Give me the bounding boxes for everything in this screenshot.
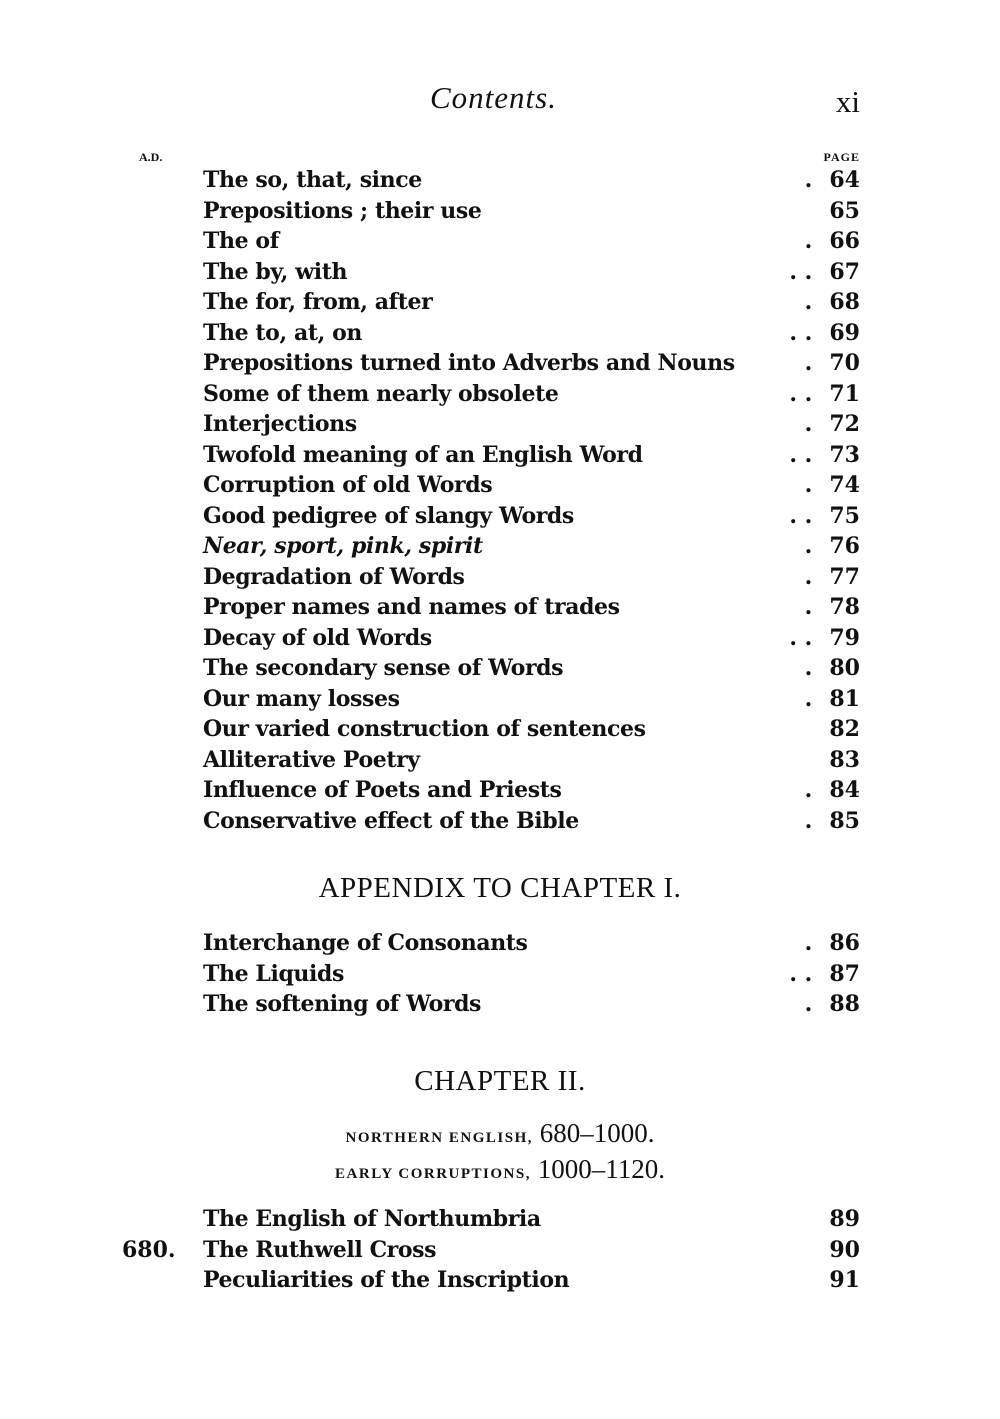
leader-dots: . . — [789, 624, 820, 651]
toc-entry — [0, 1267, 1000, 1298]
toc-entry — [0, 442, 1000, 473]
leader-dots: . — [804, 533, 820, 559]
page-folio: xi — [835, 84, 860, 119]
toc-entry-title: The so, that, since — [203, 167, 422, 193]
leader-dots: . — [804, 594, 820, 620]
toc-entry — [0, 564, 1000, 595]
contents-list — [0, 167, 1000, 838]
toc-entry-page: 83 — [829, 746, 860, 773]
toc-entry-title: Prepositions ; their use — [203, 197, 482, 224]
leader-dots: . . — [789, 960, 820, 987]
toc-entry-title: The of — [203, 228, 279, 254]
leader-dots: . — [804, 991, 820, 1017]
toc-entry — [0, 625, 1000, 656]
toc-entry-page: 64 — [829, 167, 860, 193]
toc-entry — [0, 259, 1000, 290]
column-header-ad: A.D. — [139, 150, 163, 164]
toc-entry-page: 81 — [829, 685, 860, 712]
toc-entry — [0, 320, 1000, 351]
toc-entry-page: 80 — [829, 655, 860, 681]
toc-entry-title: Near, sport, pink, spirit — [203, 533, 483, 559]
toc-entry-page: 90 — [829, 1236, 860, 1263]
toc-entry-page: 70 — [829, 350, 860, 376]
toc-entry — [0, 503, 1000, 534]
subheading-years: 680–1000. — [539, 1118, 655, 1148]
toc-entry-page: 78 — [829, 594, 860, 620]
leader-dots: . — [804, 807, 820, 834]
toc-entry — [0, 930, 1000, 961]
toc-entry — [0, 655, 1000, 686]
leader-dots: . . — [789, 380, 820, 407]
toc-entry — [0, 808, 1000, 839]
toc-entry — [0, 472, 1000, 503]
toc-entry-title: Interjections — [203, 411, 357, 437]
leader-dots: . . — [789, 258, 820, 285]
appendix-heading: APPENDIX TO CHAPTER I. — [318, 872, 682, 904]
leader-dots: . — [804, 685, 820, 712]
toc-entry-title: The Ruthwell Cross — [203, 1236, 437, 1263]
toc-entry — [0, 991, 1000, 1022]
toc-entry-title: Alliterative Poetry — [203, 746, 420, 773]
toc-entry-page: 73 — [829, 441, 860, 468]
toc-entry-title: Corruption of old Words — [203, 472, 493, 498]
subheading-label: EARLY CORRUPTIONS, — [335, 1166, 531, 1182]
chapter-subheading — [0, 1118, 1000, 1149]
leader-dots: . — [804, 228, 820, 254]
toc-entry-title: Interchange of Consonants — [203, 930, 528, 956]
toc-entry-title: Decay of old Words — [203, 624, 432, 651]
column-header-page: PAGE — [823, 150, 860, 164]
toc-entry-title: The to, at, on — [203, 319, 362, 346]
toc-entry-page: 67 — [829, 258, 860, 285]
toc-entry — [0, 381, 1000, 412]
toc-entry-year: 680. — [122, 1236, 176, 1263]
leader-dots: . — [804, 930, 820, 956]
leader-dots: . — [804, 350, 820, 376]
subheading-years: 1000–1120. — [537, 1154, 665, 1184]
toc-entry-title: Twofold meaning of an English Word — [203, 441, 643, 468]
toc-entry — [0, 747, 1000, 778]
toc-entry-page: 88 — [829, 991, 860, 1017]
toc-entry-page: 74 — [829, 472, 860, 498]
toc-entry-title: Peculiarities of the Inscription — [203, 1267, 570, 1293]
toc-entry-page: 89 — [829, 1206, 860, 1232]
toc-entry-page: 85 — [829, 807, 860, 834]
toc-entry-title: The for, from, after — [203, 289, 433, 315]
toc-entry-title: Prepositions turned into Adverbs and Nouns — [203, 350, 735, 376]
toc-entry — [0, 350, 1000, 381]
toc-entry — [0, 1206, 1000, 1237]
toc-entry-title: Good pedigree of slangy Words — [203, 502, 574, 529]
toc-entry-title: The Liquids — [203, 960, 344, 987]
toc-entry-page: 82 — [829, 716, 860, 742]
toc-entry-title: Our varied construction of sentences — [203, 716, 646, 742]
toc-entry-page: 68 — [829, 289, 860, 315]
toc-entry — [0, 167, 1000, 198]
chapter-list — [0, 1206, 1000, 1298]
toc-entry — [0, 228, 1000, 259]
leader-dots: . — [804, 655, 820, 681]
toc-entry — [0, 594, 1000, 625]
toc-entry-title: Some of them nearly obsolete — [203, 380, 559, 407]
toc-entry-page: 71 — [829, 380, 860, 407]
leader-dots: . — [804, 777, 820, 803]
chapter-subheading — [0, 1154, 1000, 1185]
toc-entry-page: 72 — [829, 411, 860, 437]
toc-entry-page: 69 — [829, 319, 860, 346]
leader-dots: . . — [789, 441, 820, 468]
toc-entry — [0, 411, 1000, 442]
toc-entry — [0, 289, 1000, 320]
toc-entry-title: The softening of Words — [203, 991, 482, 1017]
toc-entry-page: 79 — [829, 624, 860, 651]
toc-entry-page: 75 — [829, 502, 860, 529]
toc-entry-title: The English of Northumbria — [203, 1206, 541, 1232]
toc-entry-page: 66 — [829, 228, 860, 254]
leader-dots: . — [804, 563, 820, 590]
toc-entry-page: 87 — [829, 960, 860, 987]
toc-entry — [0, 777, 1000, 808]
toc-entry — [0, 533, 1000, 564]
toc-entry-page: 76 — [829, 533, 860, 559]
toc-entry-title: The secondary sense of Words — [203, 655, 564, 681]
leader-dots: . — [804, 411, 820, 437]
toc-entry-title: The by, with — [203, 258, 348, 285]
toc-entry-page: 86 — [829, 930, 860, 956]
toc-entry — [0, 1237, 1000, 1268]
toc-entry-page: 84 — [829, 777, 860, 803]
toc-entry-page: 77 — [829, 563, 860, 590]
toc-entry — [0, 716, 1000, 747]
toc-entry — [0, 686, 1000, 717]
toc-entry-page: 91 — [829, 1267, 860, 1293]
leader-dots: . . — [789, 319, 820, 346]
leader-dots: . — [804, 289, 820, 315]
toc-entry — [0, 198, 1000, 229]
subheading-label: NORTHERN ENGLISH, — [345, 1130, 533, 1146]
toc-entry — [0, 961, 1000, 992]
appendix-list — [0, 930, 1000, 1022]
toc-entry-title: Proper names and names of trades — [203, 594, 620, 620]
leader-dots: . . — [789, 502, 820, 529]
leader-dots: . — [804, 472, 820, 498]
toc-entry-title: Influence of Poets and Priests — [203, 777, 562, 803]
running-title: Contents. — [430, 80, 557, 115]
leader-dots: . — [804, 167, 820, 193]
chapter-heading: CHAPTER II. — [414, 1065, 586, 1097]
toc-entry-page: 65 — [829, 197, 860, 224]
toc-entry-title: Our many losses — [203, 685, 400, 712]
toc-entry-title: Conservative effect of the Bible — [203, 807, 579, 834]
toc-entry-title: Degradation of Words — [203, 563, 465, 590]
